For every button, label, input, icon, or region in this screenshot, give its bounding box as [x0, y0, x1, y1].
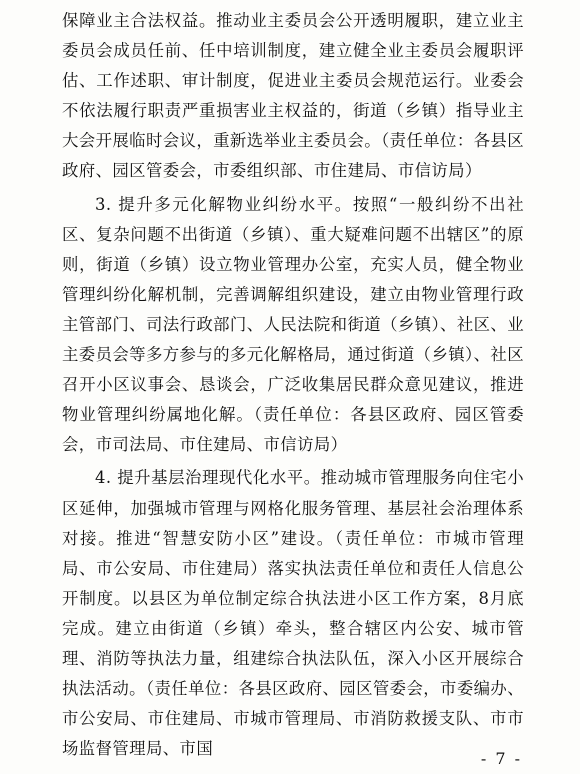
paragraph-item-4: 4. 提升基层治理现代化水平。推动城市管理服务向住宅小区延伸，加强城市管理与网格化服务管理、基层社会治理体系对接。推进“智慧安防小区”建设。（责任单位：市城市管理局、市公安局、市住建局）落实执法责任单位和责任人信息公开制度。以县区为单位制定综合执法进小区工作方案，8月底完成。建立由街道（乡镇）牵头，整合辖区内公安、城市管理、消防等执法力量，组建综合执法队伍，深入小区开展综合执法活动。（责任单位：各县区政府、园区管委会，市委编办、市公安局、市住建局、市城市管理局、市消防救援支队、市市场监督管理局、市国	[62, 468, 524, 759]
page-number: - 7 -	[480, 749, 522, 768]
paragraph-continuation: 保障业主合法权益。推动业主委员会公开透明履职，建立业主委员会成员任前、任中培训制度，建立健全业主委员会履职评估、工作述职、审计制度，促进业主委员会规范运行。业委会不依法履行职责严重损害业主权益的，街道（乡镇）指导业主大会开展临时会议，重新选举业主委员会。（责任单位：各县区政府、园区管委会，市委组织部、市住建局、市信访局）	[62, 11, 524, 181]
document-body	[62, 6, 524, 764]
paragraph-item-3: 3. 提升多元化解物业纠纷水平。按照“一般纠纷不出社区、复杂问题不出街道（乡镇）、重大疑难问题不出辖区”的原则，街道（乡镇）设立物业管理办公室，充实人员，健全物业管理纠纷化解机制，完善调解组织建设，建立由物业管理行政主管部门、司法行政部门、人民法院和街道（乡镇）、社区、业主委员会等多方参与的多元化解格局，通过街道（乡镇）、社区召开小区议事会、恳谈会，广泛收集居民群众意见建议，推进物业管理纠纷属地化解。（责任单位：各县区政府、园区管委会，市司法局、市住建局、市信访局）	[62, 194, 524, 455]
